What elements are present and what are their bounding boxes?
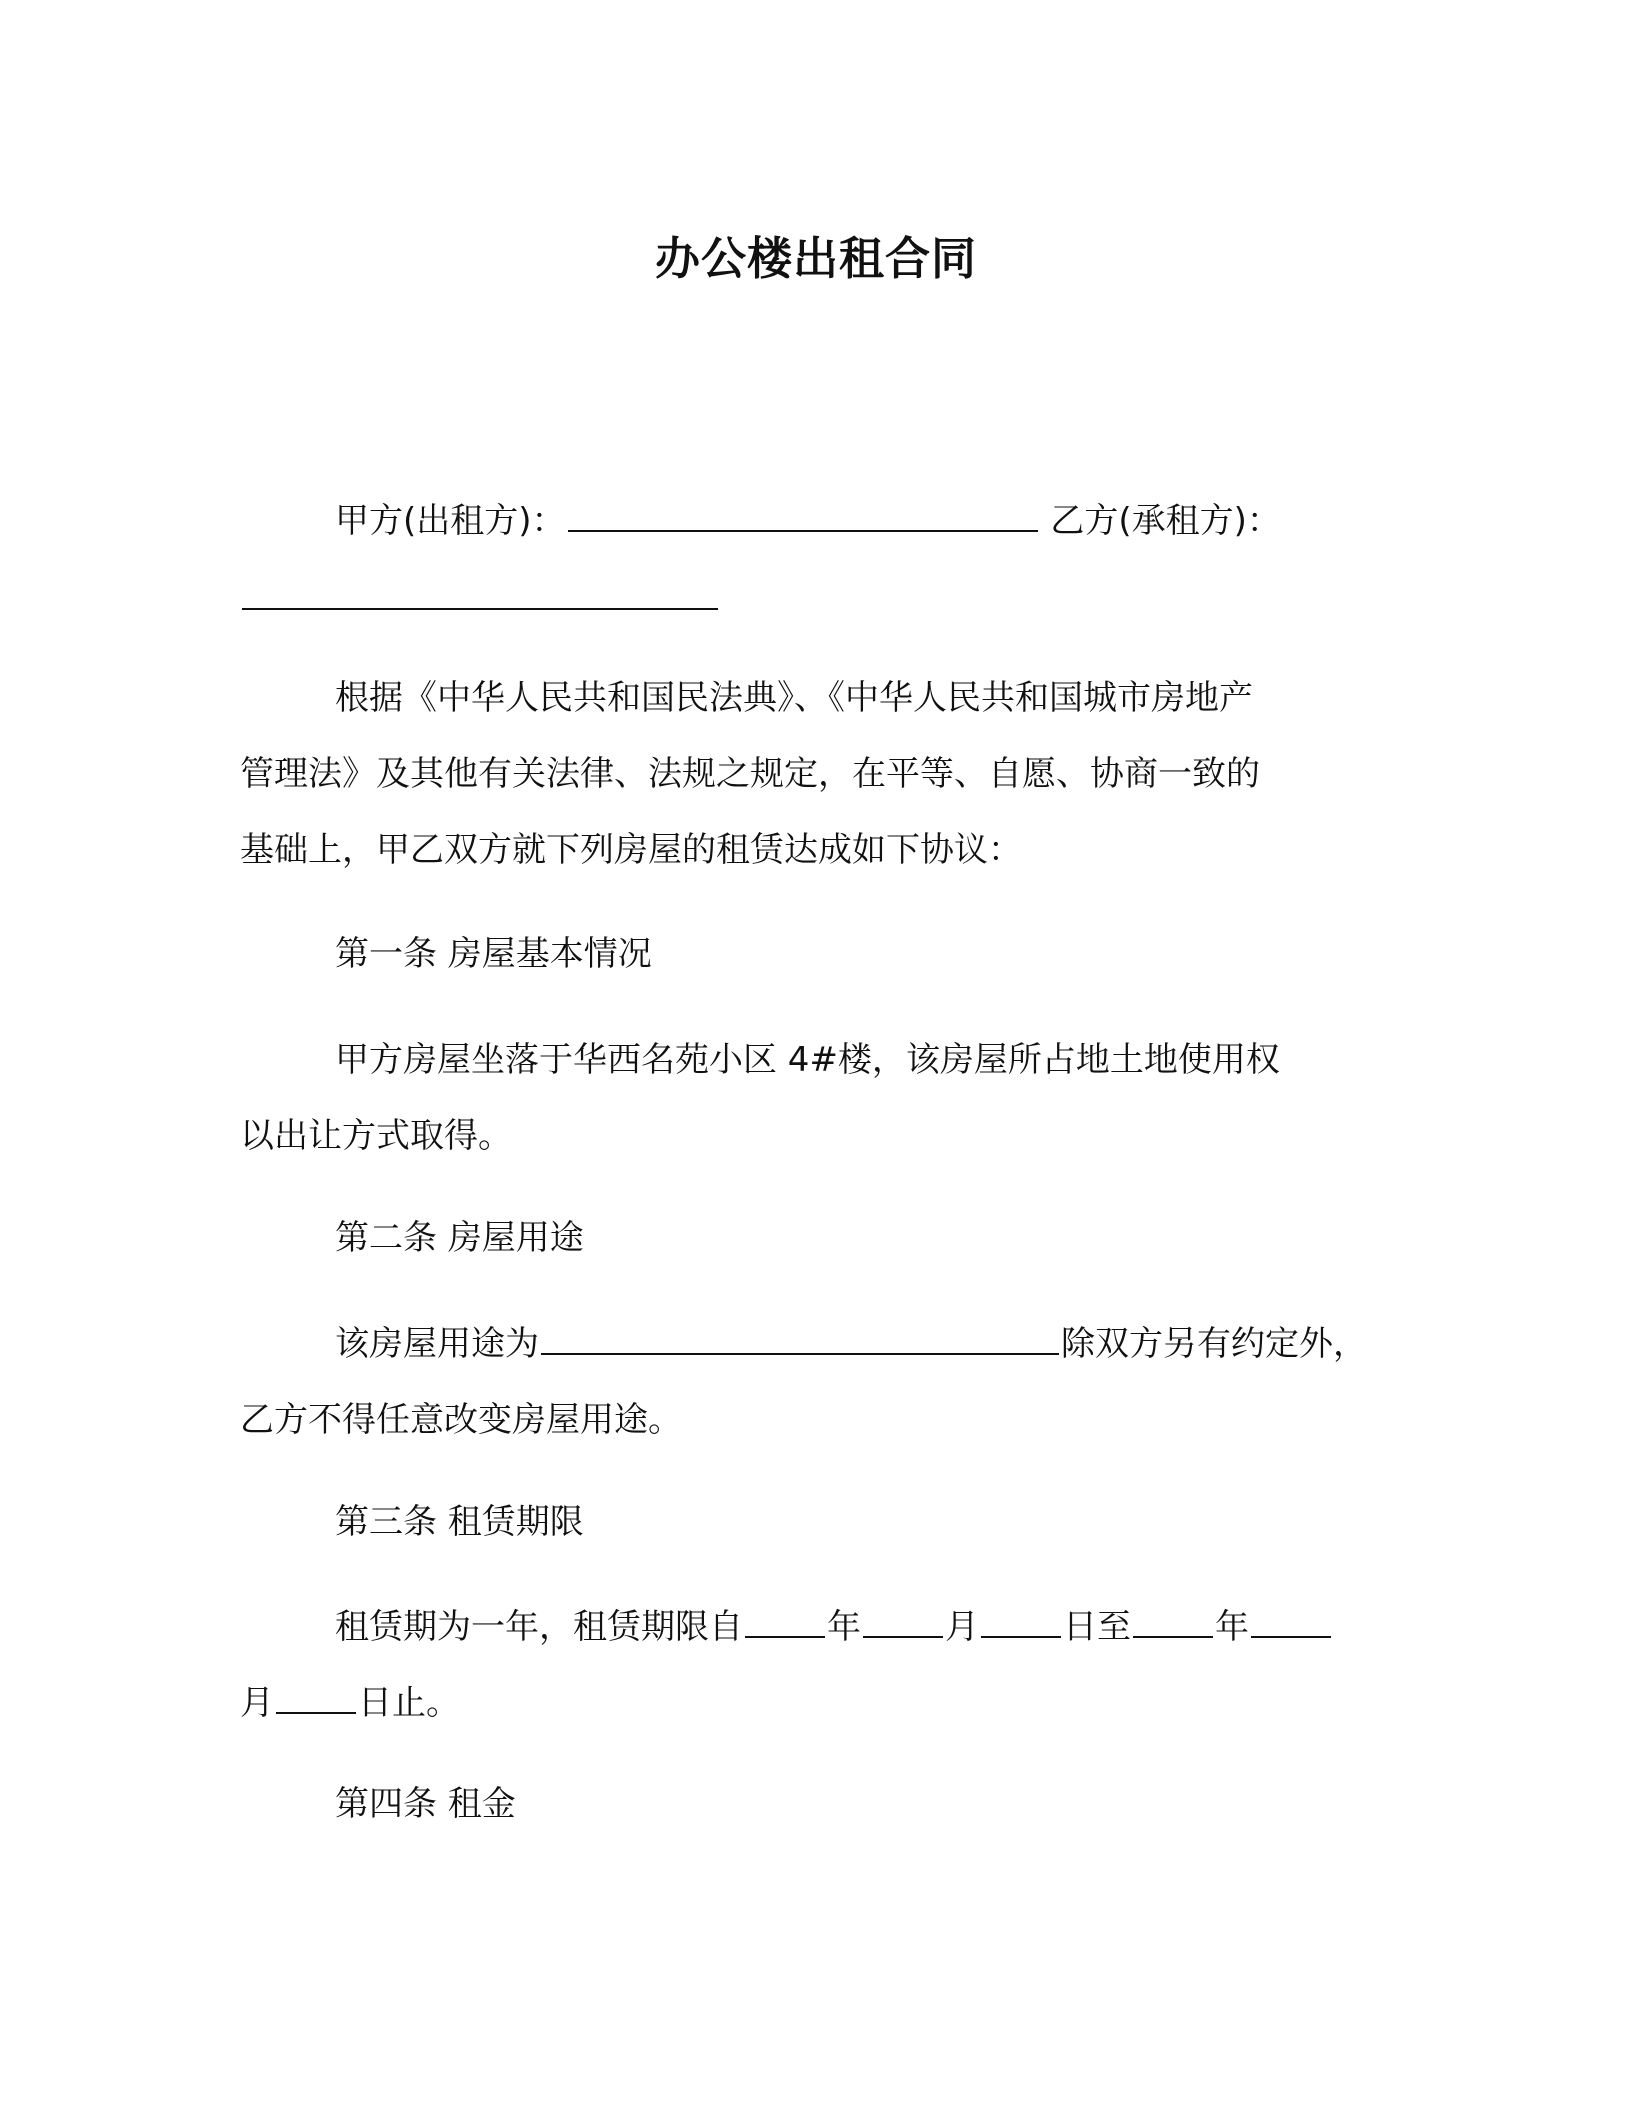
preamble-line-3: 基础上，甲乙双方就下列房屋的租赁达成如下协议： (240, 830, 1022, 870)
document-title: 办公楼出租合同 (654, 232, 977, 285)
end-year-label: 年 (1215, 1607, 1249, 1647)
party-a-blank[interactable] (568, 500, 1038, 532)
preamble-line-2: 管理法》及其他有关法律、法规之规定，在平等、自愿、协商一致的 (240, 754, 1260, 794)
article4-heading: 第四条 租金 (335, 1784, 516, 1824)
preamble-line-1: 根据《中华人民共和国民法典》、《中华人民共和国城市房地产 (335, 678, 1253, 718)
article2-heading: 第二条 房屋用途 (335, 1218, 584, 1258)
article2-line-2: 乙方不得任意改变房屋用途。 (240, 1400, 682, 1440)
article3-line-1 (335, 1606, 1333, 1647)
start-month-label: 月 (945, 1607, 979, 1647)
day-end-label: 日止。 (358, 1683, 460, 1723)
article3-line-2 (240, 1682, 460, 1723)
article1-line-2: 以出让方式取得。 (240, 1116, 512, 1156)
article3-prefix: 租赁期为一年，租赁期限自 (335, 1607, 743, 1647)
end-day-blank[interactable] (276, 1682, 356, 1714)
end-month-blank[interactable] (1251, 1606, 1331, 1638)
article2-suffix: 除双方另有约定外， (1061, 1324, 1367, 1364)
article1-heading: 第一条 房屋基本情况 (335, 934, 652, 974)
end-month-label: 月 (240, 1683, 274, 1723)
article2-prefix: 该房屋用途为 (335, 1324, 539, 1364)
start-day-blank[interactable] (981, 1606, 1061, 1638)
usage-blank[interactable] (541, 1323, 1059, 1355)
party-b-blank-line (240, 578, 720, 619)
article1-line-1: 甲方房屋坐落于华西名苑小区 4#楼，该房屋所占地土地使用权 (335, 1040, 1280, 1080)
article2-line-1 (335, 1323, 1367, 1364)
party-a-label: 甲方(出租方)： (335, 501, 566, 541)
end-year-blank[interactable] (1133, 1606, 1213, 1638)
start-month-blank[interactable] (863, 1606, 943, 1638)
party-b-blank[interactable] (242, 578, 718, 610)
start-year-label: 年 (827, 1607, 861, 1647)
article3-heading: 第三条 租赁期限 (335, 1502, 584, 1542)
day-to-label: 日至 (1063, 1607, 1131, 1647)
start-year-blank[interactable] (745, 1606, 825, 1638)
party-b-label: 乙方(承租方)： (1050, 501, 1281, 541)
parties-line (335, 500, 1281, 541)
